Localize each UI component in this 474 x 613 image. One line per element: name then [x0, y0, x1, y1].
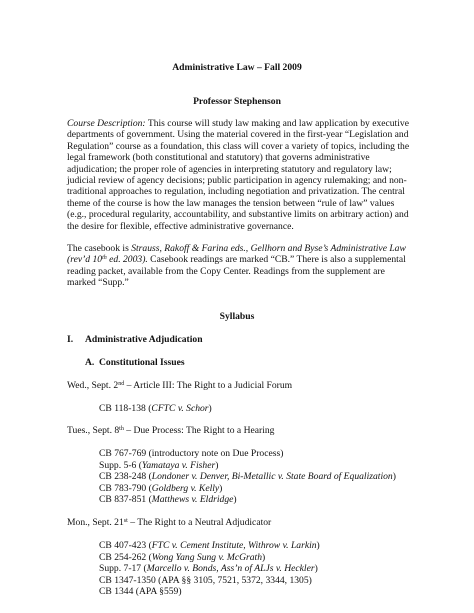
case-name: Marcello v. Bonds, Ass’n of ALJs v. Heckler — [146, 563, 315, 574]
reading-close: ) — [314, 563, 318, 574]
reading-text: CB 254-262 ( — [99, 551, 152, 563]
course-description — [67, 118, 409, 232]
session-topic: – Due Process: The Right to a Hearing — [123, 425, 275, 436]
case-name: CFTC v. Schor — [151, 403, 209, 414]
case-name: Goldberg v. Kelly — [151, 482, 220, 494]
course-description-label: Course Description: — [67, 118, 146, 129]
description-line: traditional approaches to regulation, including negotiation and privatization. The central — [67, 186, 405, 198]
reading-text: CB 118-138 ( — [99, 403, 152, 414]
reading-text: Supp. 5-6 ( — [99, 459, 142, 471]
session-date: Wed., Sept. 2 — [67, 380, 119, 391]
reading-close: ) — [208, 403, 212, 414]
session-date: Tues., Sept. 8 — [67, 425, 120, 436]
casebook-edition: (rev’d 10 — [67, 254, 103, 266]
case-name: Matthews v. Eldridge — [151, 494, 234, 505]
reading-text: Supp. 7-17 ( — [99, 563, 147, 574]
reading-item — [99, 540, 320, 551]
reading-item — [99, 471, 396, 482]
syllabus-heading: Syllabus — [219, 311, 255, 322]
reading-item — [99, 460, 218, 471]
professor-name: Professor Stephenson — [193, 96, 281, 107]
casebook-intro: The casebook is — [67, 243, 132, 254]
description-line: This course will study law making and law application by executive — [145, 118, 409, 129]
casebook-line: reading packet, available from the Copy Center. Readings from the supplement are — [67, 265, 385, 277]
case-name: Yamataya v. Fisher — [141, 459, 216, 471]
reading-text: CB 837-851 ( — [99, 494, 152, 505]
session-date-line — [67, 517, 271, 528]
session-topic: – Article III: The Right to a Judicial Forum — [124, 380, 293, 391]
description-line: departments of government. Using the material covered in the first-year “Legislation and — [67, 129, 409, 141]
reading-text: CB 783-790 ( — [99, 482, 152, 494]
reading-item — [99, 448, 283, 459]
case-name: Wong Yang Sung v. McGrath — [151, 551, 263, 563]
casebook-note: Casebook readings are marked “CB.” There is also a supplemental — [147, 254, 406, 266]
description-line: judicial review of agency decisions; public participation in agency rulemaking; and non- — [67, 175, 407, 187]
reading-item — [99, 483, 222, 494]
reading-close: ) — [262, 551, 266, 563]
casebook-paragraph — [67, 243, 409, 289]
reading-close: ) — [392, 471, 396, 482]
reading-text: CB 767-769 (introductory note on Due Process) — [99, 448, 284, 459]
description-line: adjudication; the proper role of agencies in interpreting statutory and regulatory law; — [67, 163, 392, 175]
section-title: Administrative Adjudication — [85, 334, 203, 345]
subsection-title: Constitutional Issues — [99, 357, 185, 368]
session-date: Mon., Sept. 21 — [67, 517, 124, 528]
reading-close: ) — [233, 494, 237, 505]
section-number: I. — [67, 334, 74, 345]
reading-item — [99, 494, 237, 505]
casebook-edition-close: ed. 2003). — [106, 254, 148, 266]
date-superscript: th — [119, 426, 124, 432]
description-line: legal framework (both constitutional and statutory) that governs administrative — [67, 152, 370, 164]
reading-text: CB 1347-1350 (APA §§ 3105, 7521, 5372, 3344, 1305) — [99, 574, 312, 586]
description-line: theme of the course is how the law manages the tension between “rule of law” values — [67, 197, 395, 209]
date-superscript: nd — [118, 381, 125, 387]
reading-close: ) — [219, 482, 223, 494]
session-topic: – The Right to a Neutral Adjudicator — [127, 517, 272, 528]
description-line: the desire for flexible, effective administrative governance. — [67, 220, 294, 232]
reading-close: ) — [316, 540, 320, 551]
reading-close: ) — [215, 459, 219, 471]
reading-text: CB 1344 (APA §559) — [99, 586, 182, 597]
casebook-title: Strauss, Rakoff & Farina eds., Gellhorn and Byse’s Administrative Law — [131, 243, 406, 254]
reading-text: CB 407-423 ( — [99, 540, 152, 551]
reading-item — [99, 563, 318, 574]
reading-text: CB 238-248 ( — [99, 471, 152, 482]
description-line: (e.g., procedural regularity, accountability, and substantive limits on arbitrary action) and — [67, 209, 409, 221]
casebook-line: marked “Supp.” — [67, 277, 129, 289]
session-date-line — [67, 380, 292, 391]
edition-superscript: th — [102, 255, 107, 262]
reading-item — [99, 586, 182, 597]
reading-item — [99, 403, 212, 414]
session-date-line — [67, 425, 274, 436]
reading-item — [99, 552, 265, 563]
subsection-letter: A. — [85, 357, 95, 368]
document-title: Administrative Law – Fall 2009 — [172, 62, 302, 73]
description-line: Regulation” course as a foundation, this class will cover a variety of topics, including the — [67, 140, 410, 152]
reading-item — [99, 575, 312, 586]
case-name: Londoner v. Denver, Bi-Metallic v. State Board of Equalization — [151, 471, 393, 482]
case-name: FTC v. Cement Institute, Withrow v. Larkin — [151, 540, 317, 551]
date-superscript: st — [123, 518, 128, 524]
